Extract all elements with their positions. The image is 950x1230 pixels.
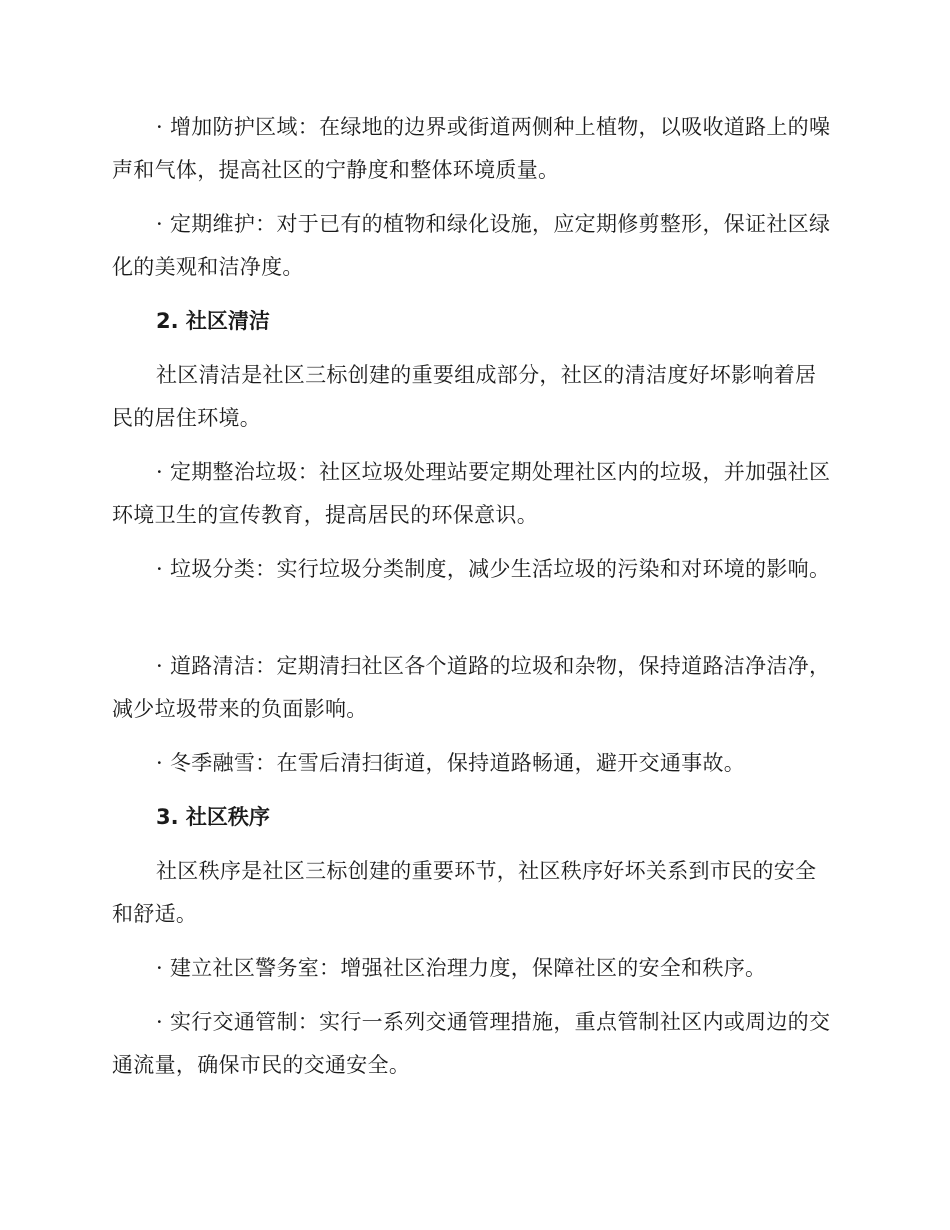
paragraph-winter-snow: · 冬季融雪：在雪后清扫街道，保持道路畅通，避开交通事故。 xyxy=(156,751,746,775)
paragraph-road-cleaning: · 道路清洁：定期清扫社区各个道路的垃圾和杂物，保持道路洁净洁净，减少垃圾带来的负面影响。 xyxy=(112,654,831,721)
paragraph-traffic-control: · 实行交通管制：实行一系列交通管理措施，重点管制社区内或周边的交通流量，确保市民的交通安全。 xyxy=(112,1010,831,1077)
paragraph-garbage-sorting: · 垃圾分类：实行垃圾分类制度，减少生活垃圾的污染和对环境的影响。 xyxy=(156,557,831,581)
paragraph-cleaning-intro: 社区清洁是社区三标创建的重要组成部分，社区的清洁度好坏影响着居民的居住环境。 xyxy=(112,363,817,430)
paragraph-garbage-treatment: · 定期整治垃圾：社区垃圾处理站要定期处理社区内的垃圾，并加强社区环境卫生的宣传教育，提高居民的环保意识。 xyxy=(112,460,831,527)
section-heading-community-cleaning: 2. 社区清洁 xyxy=(156,309,270,333)
paragraph-order-intro: 社区秩序是社区三标创建的重要环节，社区秩序好坏关系到市民的安全和舒适。 xyxy=(112,859,817,926)
paragraph-regular-maintenance: · 定期维护：对于已有的植物和绿化设施，应定期修剪整形，保证社区绿化的美观和洁净度。 xyxy=(112,212,831,279)
section-heading-community-order: 3. 社区秩序 xyxy=(156,805,270,829)
paragraph-police-office: · 建立社区警务室：增强社区治理力度，保障社区的安全和秩序。 xyxy=(156,956,767,980)
paragraph-protection-zone: · 增加防护区域：在绿地的边界或街道两侧种上植物，以吸收道路上的噪声和气体，提高社区的宁静度和整体环境质量。 xyxy=(112,115,831,182)
